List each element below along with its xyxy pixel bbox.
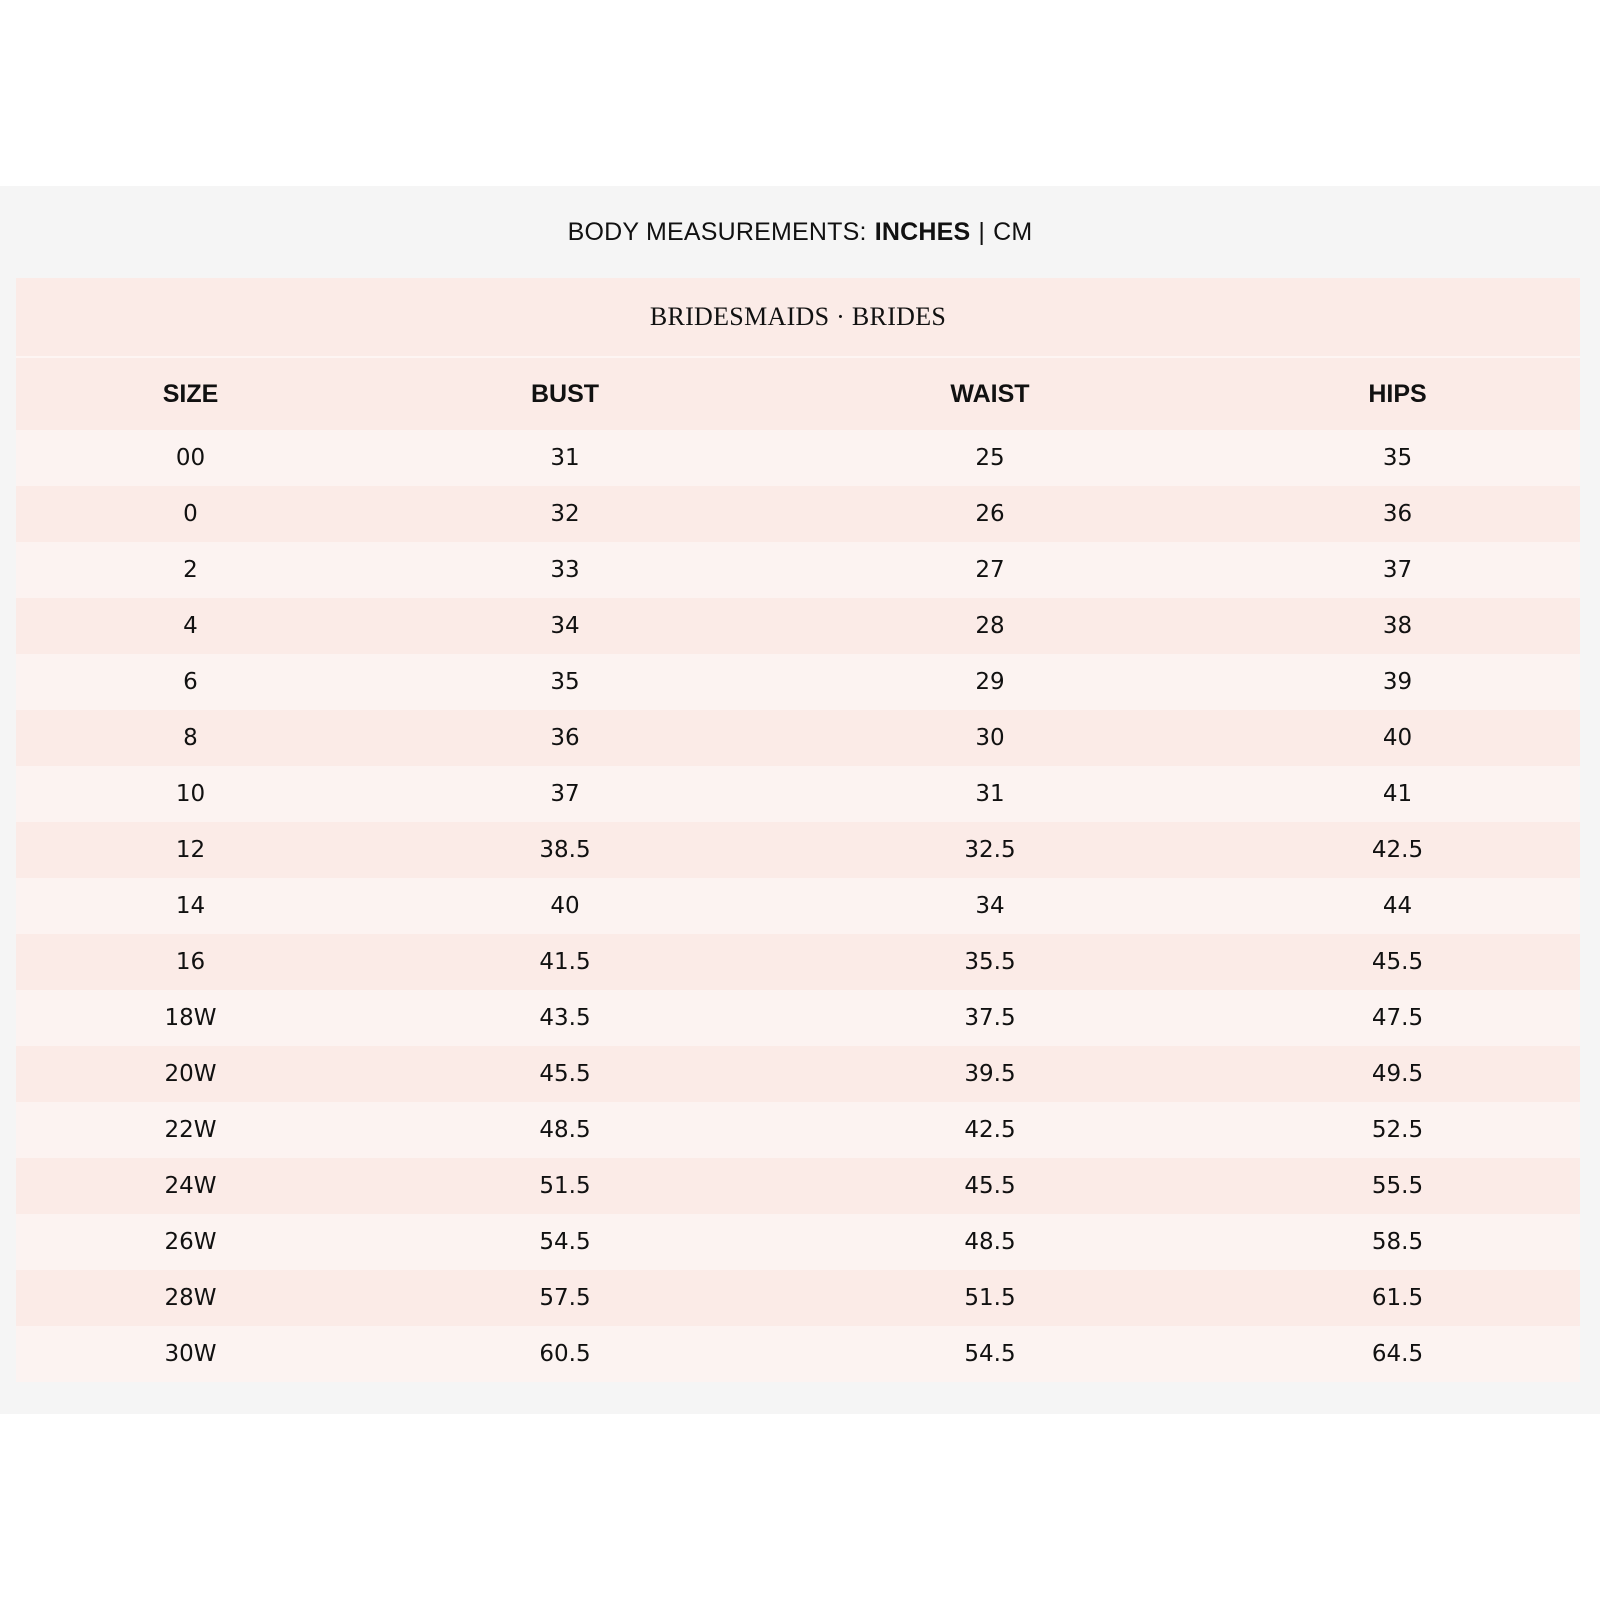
cell-waist: 31 bbox=[975, 781, 1005, 807]
header-hips: HIPS bbox=[1368, 379, 1427, 408]
cell-size: 22W bbox=[164, 1117, 217, 1143]
unit-separator: | bbox=[978, 217, 986, 246]
table-group-title: BRIDESMAIDS · BRIDES bbox=[16, 278, 1580, 356]
size-table bbox=[16, 278, 1580, 1382]
cell-waist: 39.5 bbox=[964, 1061, 1016, 1087]
cell-size: 4 bbox=[183, 613, 198, 639]
header-waist: WAIST bbox=[950, 379, 1030, 408]
cell-size: 16 bbox=[175, 949, 206, 975]
cell-waist: 42.5 bbox=[964, 1117, 1016, 1143]
column-headers bbox=[16, 358, 1580, 430]
cell-hips: 37 bbox=[1382, 557, 1413, 583]
cell-size: 26W bbox=[164, 1229, 217, 1255]
unit-inches-toggle[interactable]: INCHES bbox=[874, 217, 971, 246]
cell-bust: 45.5 bbox=[539, 1061, 591, 1087]
cell-hips: 45.5 bbox=[1371, 949, 1424, 975]
cell-waist: 45.5 bbox=[964, 1173, 1016, 1199]
cell-hips: 64.5 bbox=[1371, 1341, 1424, 1367]
table-body bbox=[16, 430, 1580, 1382]
cell-bust: 37 bbox=[550, 781, 580, 807]
measurements-label: BODY MEASUREMENTS: bbox=[567, 217, 867, 246]
table-row bbox=[16, 990, 1580, 1046]
cell-waist: 34 bbox=[975, 893, 1005, 919]
cell-bust: 31 bbox=[550, 445, 580, 471]
size-chart-panel bbox=[0, 186, 1600, 1414]
table-row bbox=[16, 766, 1580, 822]
cell-hips: 35 bbox=[1382, 445, 1413, 471]
header-bust: BUST bbox=[530, 379, 600, 408]
cell-hips: 36 bbox=[1382, 501, 1413, 527]
header-size: SIZE bbox=[162, 379, 219, 408]
cell-bust: 36 bbox=[550, 725, 580, 751]
table-row bbox=[16, 542, 1580, 598]
table-row bbox=[16, 430, 1580, 486]
cell-size: 2 bbox=[183, 557, 198, 583]
cell-bust: 54.5 bbox=[539, 1229, 591, 1255]
cell-bust: 33 bbox=[550, 557, 580, 583]
cell-hips: 61.5 bbox=[1371, 1285, 1424, 1311]
cell-hips: 58.5 bbox=[1371, 1229, 1424, 1255]
cell-size: 00 bbox=[175, 445, 206, 471]
cell-hips: 44 bbox=[1382, 893, 1413, 919]
cell-bust: 38.5 bbox=[539, 837, 591, 863]
table-row bbox=[16, 1270, 1580, 1326]
table-row bbox=[16, 654, 1580, 710]
cell-size: 0 bbox=[183, 501, 198, 527]
cell-bust: 32 bbox=[550, 501, 580, 527]
cell-hips: 42.5 bbox=[1371, 837, 1424, 863]
cell-bust: 34 bbox=[550, 613, 580, 639]
cell-size: 18W bbox=[164, 1005, 217, 1031]
cell-hips: 40 bbox=[1382, 725, 1413, 751]
cell-waist: 51.5 bbox=[964, 1285, 1016, 1311]
cell-hips: 52.5 bbox=[1371, 1117, 1424, 1143]
cell-waist: 27 bbox=[975, 557, 1005, 583]
cell-bust: 57.5 bbox=[539, 1285, 591, 1311]
cell-waist: 54.5 bbox=[964, 1341, 1016, 1367]
unit-cm-toggle[interactable]: CM bbox=[993, 217, 1033, 246]
cell-bust: 40 bbox=[550, 893, 580, 919]
cell-hips: 49.5 bbox=[1371, 1061, 1424, 1087]
cell-waist: 26 bbox=[975, 501, 1005, 527]
table-row bbox=[16, 822, 1580, 878]
table-row bbox=[16, 710, 1580, 766]
cell-waist: 25 bbox=[975, 445, 1005, 471]
cell-size: 6 bbox=[183, 669, 198, 695]
table-row bbox=[16, 1214, 1580, 1270]
cell-size: 10 bbox=[175, 781, 206, 807]
cell-size: 20W bbox=[164, 1061, 217, 1087]
cell-size: 12 bbox=[175, 837, 206, 863]
unit-toggle bbox=[0, 186, 1600, 278]
cell-waist: 28 bbox=[975, 613, 1005, 639]
table-row bbox=[16, 934, 1580, 990]
cell-size: 30W bbox=[164, 1341, 217, 1367]
cell-hips: 41 bbox=[1382, 781, 1413, 807]
table-row bbox=[16, 1326, 1580, 1382]
cell-waist: 30 bbox=[975, 725, 1005, 751]
cell-size: 8 bbox=[183, 725, 198, 751]
cell-bust: 51.5 bbox=[539, 1173, 591, 1199]
cell-bust: 41.5 bbox=[539, 949, 591, 975]
cell-hips: 39 bbox=[1382, 669, 1413, 695]
cell-waist: 48.5 bbox=[964, 1229, 1016, 1255]
cell-waist: 37.5 bbox=[964, 1005, 1016, 1031]
cell-bust: 60.5 bbox=[539, 1341, 591, 1367]
cell-bust: 43.5 bbox=[539, 1005, 591, 1031]
cell-waist: 29 bbox=[975, 669, 1005, 695]
table-row bbox=[16, 1046, 1580, 1102]
cell-bust: 48.5 bbox=[539, 1117, 591, 1143]
cell-bust: 35 bbox=[550, 669, 580, 695]
cell-size: 28W bbox=[164, 1285, 217, 1311]
table-row bbox=[16, 1158, 1580, 1214]
cell-size: 14 bbox=[175, 893, 206, 919]
cell-hips: 38 bbox=[1382, 613, 1413, 639]
table-row bbox=[16, 878, 1580, 934]
cell-hips: 47.5 bbox=[1371, 1005, 1424, 1031]
cell-size: 24W bbox=[164, 1173, 217, 1199]
cell-hips: 55.5 bbox=[1371, 1173, 1424, 1199]
table-row bbox=[16, 486, 1580, 542]
cell-waist: 32.5 bbox=[964, 837, 1016, 863]
table-row bbox=[16, 598, 1580, 654]
table-row bbox=[16, 1102, 1580, 1158]
cell-waist: 35.5 bbox=[964, 949, 1016, 975]
